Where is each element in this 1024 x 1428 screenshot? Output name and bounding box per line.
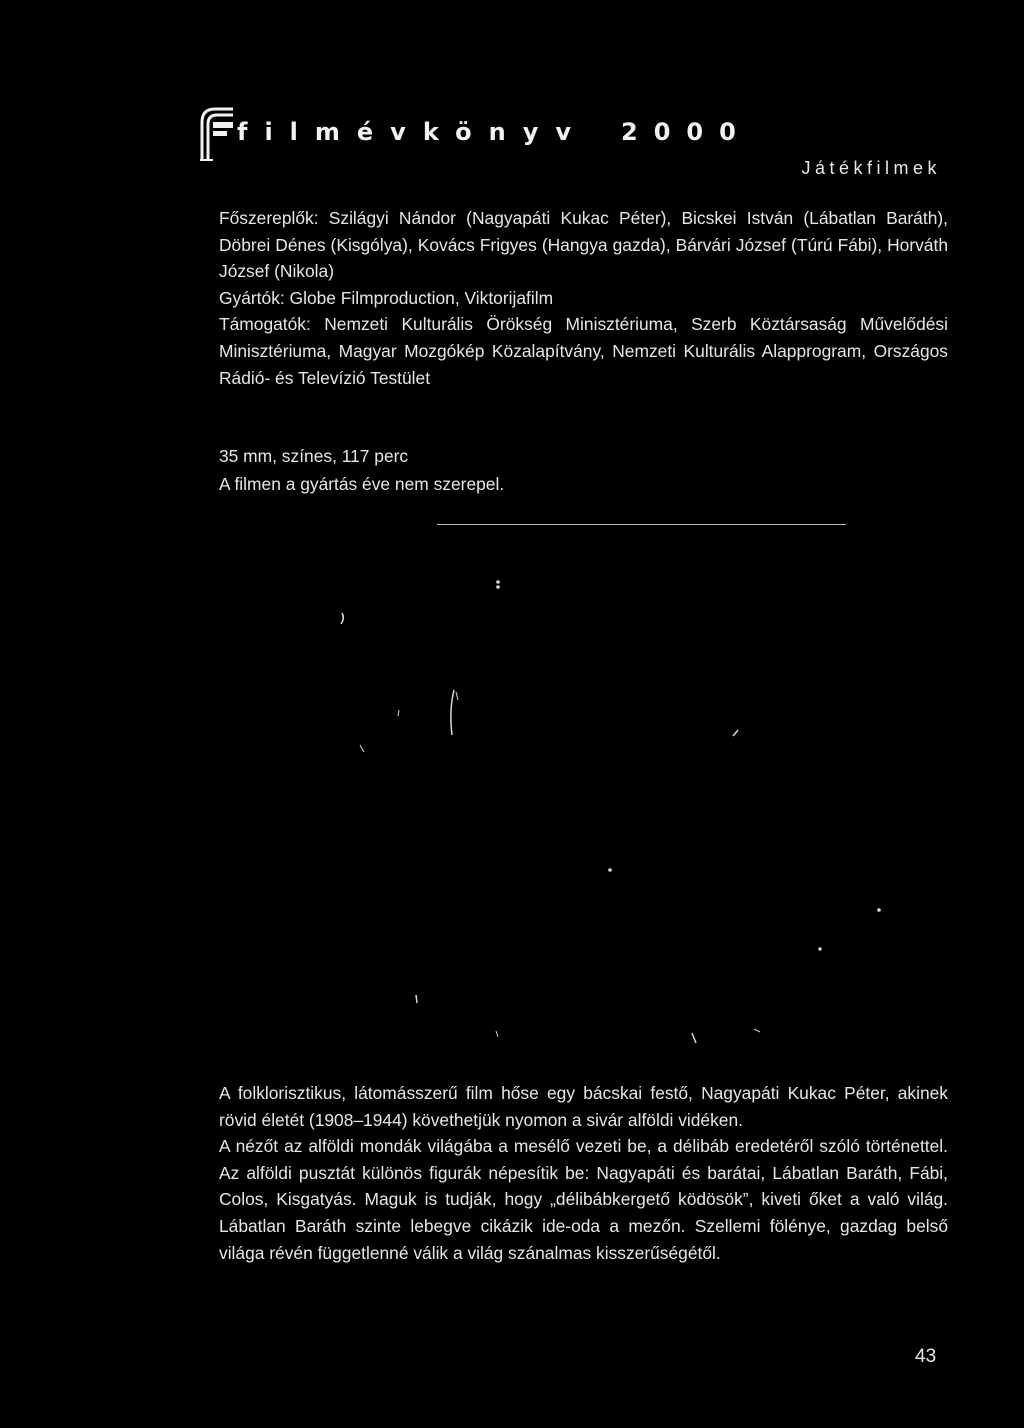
page-number: 43	[915, 1346, 937, 1367]
synopsis-paragraph-1: A folklorisztikus, látomásszerű film hőse egy bácskai festő, Nagyapáti Kukac Péter, akinek rövid életét (1908–1944) követhetjük nyomon a sivár alföldi vidéken.	[219, 1083, 948, 1130]
film-yearbook-logo-icon	[197, 104, 237, 162]
sponsors-list: Támogatók: Nemzeti Kulturális Örökség Minisztériuma, Szerb Köztársaság Művelődési Minisztériuma, Magyar Mozgókép Közalapítvány, Nemzeti Kulturális Alapprogram, Országos Rádió- és Televízió Testület	[219, 314, 948, 388]
synopsis-block	[219, 1080, 948, 1266]
brand-year: 2000	[621, 118, 752, 146]
producers-line: Gyártók: Globe Filmproduction, Viktorijafilm	[219, 287, 554, 308]
technical-info	[219, 442, 504, 498]
production-note: A filmen a gyártás éve nem szerepel.	[219, 474, 505, 494]
section-title: Játékfilmek	[801, 158, 941, 178]
page-header	[197, 104, 957, 164]
cast-list: Főszereplők: Szilágyi Nándor (Nagyapáti Kukac Péter), Bicskei István (Lábatlan Baráth), Döbrei Dénes (Kisgólya), Kovács Frigyes (Hangya gazda), Bárvári József (Túrú Fábi), Horváth József (Nikola)	[219, 208, 948, 282]
credits-block	[219, 205, 948, 391]
format-line: 35 mm, színes, 117 perc	[219, 446, 409, 466]
brand-title: filmévkönyv	[237, 118, 589, 146]
film-still-image	[219, 540, 948, 1060]
synopsis-paragraph-2: A nézőt az alföldi mondák világába a mesélő vezeti be, a délibáb eredetéről szóló történettel. Az alföldi pusztát különös figurák népesítik be: Nagyapáti és barátai, Lábatlan Baráth, Fábi, Colos, Kisgatyás. Maguk is tudják, hogy „délibábkergető ködösök”, kiveti őket a való világ. Lábatlan Baráth szinte lebegve cikázik ide-oda a mezőn. Szellemi fölénye, gazdag belső világa révén függetlenné válik a világ szánalmas kisszerűségétől.	[219, 1136, 948, 1263]
separator-rule	[437, 524, 846, 525]
